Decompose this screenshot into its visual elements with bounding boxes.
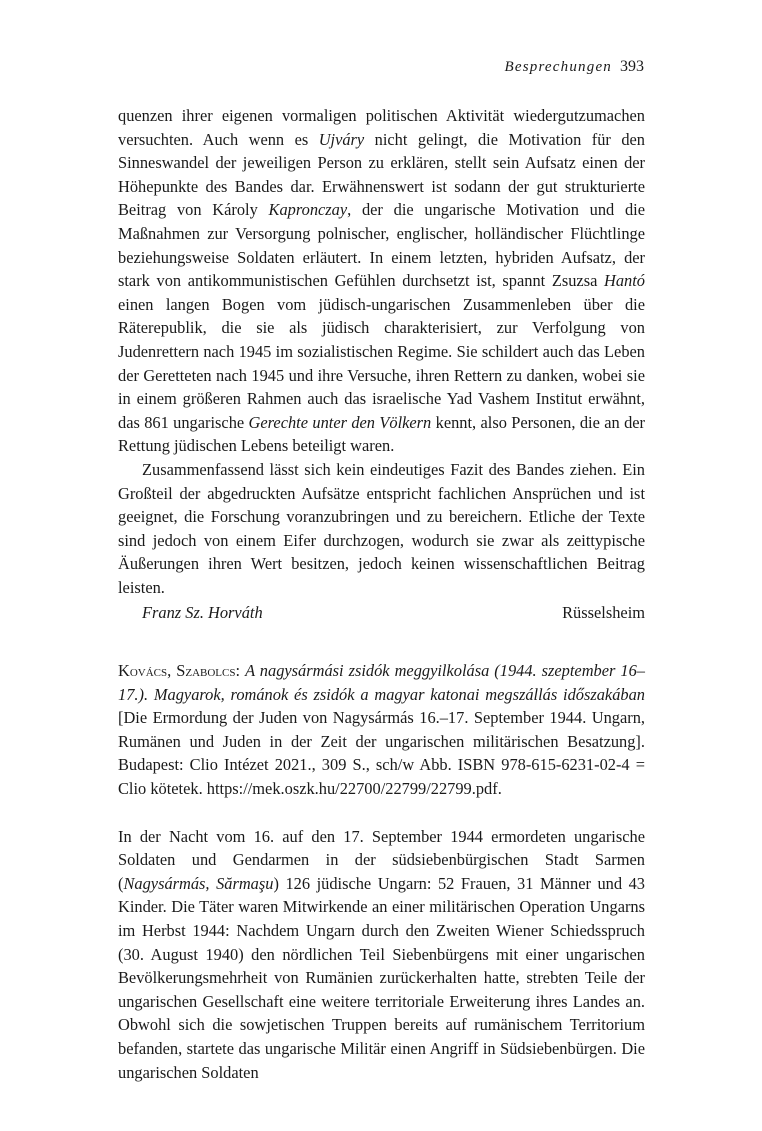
citation-details: [Die Ermordung der Juden von Nagysármás 16.–17. September 1944. Ungarn, Rumänen und Juden in der Zeit der ungarischen militärischen Besatzung]. Budapest: Clio Intézet 2021., 309 S., sch/w Abb. ISBN 978-615-6231-02-4 = Clio kötetek. https://mek.oszk.hu/22700/22799/22799.pdf. <box>118 708 645 799</box>
author-name-ujvary: Ujváry <box>318 129 365 149</box>
text-run: ) 126 jüdische Ungarn: 52 Frauen, 31 Männer und 43 Kinder. Die Täter waren Mitwirkende an einer militärischen Operation Ungarns im Herbst 1944: Nachdem Ungarn durch den Zweiten Wiener Schiedsspruch (30. August 1940) den nördlichen Teil Siebenbürgens mit einer ungarischen Bevölkerungsmehrheit von Rumänien zurückerhalten hatte, strebten Teile der ungarischen Gesellschaft eine weitere territoriale Erweiterung ihres Landes an. Obwohl sich die sowjetischen Truppen bereits auf rumänischem Territorium befanden, startete das ungarische Militär einen Angriff in Südsiebenbürgen. Die ungarischen Soldaten <box>118 873 645 1082</box>
author-name-hanto: Hantó <box>604 271 645 291</box>
text-run: nicht gelingt, die Motivation für den Sinneswandel der jeweiligen Person zu erklären, stellt sein Aufsatz einen der Höhepunkte des Bandes dar. Erwähnenswert ist sodann der gut strukturierte Beitrag von Károly <box>118 129 645 220</box>
author-name-kapronczay: Kapronczay <box>268 200 348 220</box>
review-paragraph <box>118 825 645 1085</box>
running-head <box>504 58 644 76</box>
page-number: 393 <box>620 58 644 75</box>
term-righteous: Gerechte unter den Völkern <box>248 412 432 432</box>
citation-author: Kovács, Szabolcs <box>118 661 236 681</box>
continuation-paragraph <box>118 104 645 458</box>
reviewer-place: Rüsselsheim <box>562 603 645 623</box>
page-body <box>118 104 645 1084</box>
text-run: In der Nacht vom 16. auf den 17. September 1944 ermordeten ungarische Soldaten und Gendarmen in der südsiebenbürgischen Stadt Sarmen ( <box>118 826 645 893</box>
text-run: einen langen Bogen vom jüdisch-ungarischen Zusammenleben über die Räterepublik, die sie als jüdisch charakterisiert, zur Verfolgung von Judenrettern nach 1945 im sozialistischen Regime. Sie schildert auch das Leben der Geretteten nach 1945 und ihre Versuche, ihren Rettern zu danken, wobei sie in einem größeren Rahmen auch das israelische Yad Vashem Institut erwähnt, das 861 ungarische <box>118 294 645 432</box>
text-run: , der die ungarische Motivation und die Maßnahmen zur Versorgung polnischer, englischer, holländischer Flüchtlinge beziehungsweise Soldaten erläutert. In einem letzten, hybriden Aufsatz, der stark von antikommunistischen Gefühlen durchsetzt ist, spannt Zsuzsa <box>118 200 645 291</box>
signature-line <box>118 601 645 625</box>
citation: Kovács, Szabolcs: A nagysármási zsidók meggyilkolása (1944. szeptember 16–17.). Magyarok, románok és zsidók a magyar katonai megszállás időszakában [Die Ermordung der Juden von Nagysármás 16.–17. September 1944. Ungarn, Rumänen und Juden in der Zeit der ungarischen militärischen Besatzung]. Budapest: Clio Intézet 2021., 309 S., sch/w Abb. ISBN 978-615-6231-02-4 = Clio kötetek. https://mek.oszk.hu/22700/22799/22799.pdf. <box>118 661 645 799</box>
text-run: quenzen ihrer eigenen vormaligen politischen Aktivität wiedergutzumachen versuchten. Auch wenn es <box>118 106 645 149</box>
citation-title: A nagysármási zsidók meggyilkolása (1944. szeptember 16–17.). Magyarok, románok és zsidók a magyar katonai megszállás időszakában <box>118 661 645 704</box>
reviewer-name: Franz Sz. Horváth <box>142 603 263 623</box>
summary-paragraph: Zusammenfassend lässt sich kein eindeutiges Fazit des Bandes ziehen. Ein Großteil der abgedruckten Aufsätze entspricht fachlichen Ansprüchen und ist geeignet, die Forschung voranzubringen und zu bereichern. Etliche der Texte sind jedoch von einem Eifer durchzogen, wodurch sie zwar als zeittypische Äußerungen ihren Wert besitzen, jedoch keinen wissenschaftlichen Beitrag leisten. <box>118 459 645 597</box>
place-names: Nagysármás, Sărmaşu <box>123 873 274 893</box>
text-run: kennt, also Personen, die an der Rettung jüdischen Lebens beteiligt waren. <box>118 412 645 456</box>
running-title: Besprechungen <box>504 59 612 75</box>
